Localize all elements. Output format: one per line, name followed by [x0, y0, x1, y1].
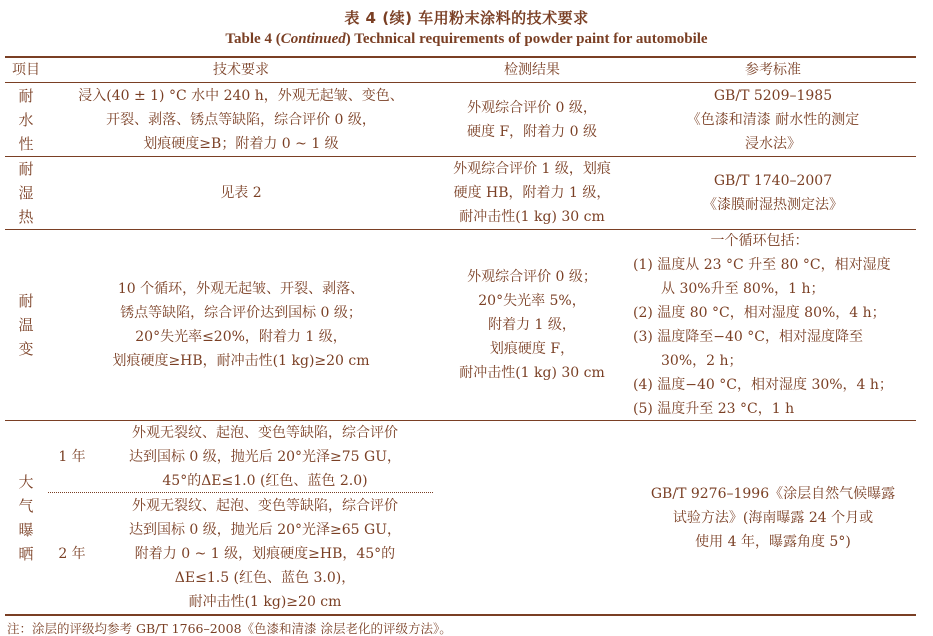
item-char: 气	[18, 496, 34, 515]
header-result: 检测结果	[504, 62, 560, 78]
row-temp-requirement	[48, 230, 434, 420]
row-humidity-result	[434, 157, 630, 229]
requirement-line: 划痕硬度≥HB，耐冲击性(1 kg)≥20 cm	[112, 353, 370, 369]
standard-line: (1) 温度从 23 °C 升至 80 °C，相对湿度	[633, 257, 891, 273]
item-char: 晒	[18, 544, 34, 563]
requirement-line: 浸入(40 ± 1) °C 水中 240 h，外观无起皱、变色、	[78, 88, 404, 104]
result-line: 耐冲击性(1 kg) 30 cm	[459, 365, 605, 381]
row-weather-standard	[630, 421, 916, 614]
row-weather-period-1: 1 年	[58, 449, 86, 465]
row-water-requirement	[48, 84, 434, 156]
table-bottom-rule	[5, 614, 916, 616]
standard-line: 试验方法》(海南曝露 24 个月或	[672, 509, 874, 526]
row-humidity-item	[5, 157, 47, 229]
requirement-line: 划痕硬度≥B；附着力 0 ~ 1 级	[143, 136, 339, 152]
result-line: 划痕硬度 F，	[489, 341, 575, 357]
standard-line: (2) 温度 80 °C，相对湿度 80%，4 h；	[633, 305, 886, 321]
requirement-line: 见表 2	[220, 185, 262, 201]
table-footnote: 注：涂层的评级均参考 GB/T 1766–2008《色漆和清漆 涂层老化的评级方法》。	[7, 621, 452, 636]
item-char: 温	[18, 316, 34, 334]
caption-en-italic: Continued	[280, 31, 346, 47]
requirement-line: 外观无裂纹、起泡、变色等缺陷，综合评价	[132, 497, 398, 514]
result-line: 耐冲击性(1 kg) 30 cm	[459, 209, 605, 225]
table-caption-zh: 表 4 (续) 车用粉末涂料的技术要求	[344, 9, 589, 27]
requirement-line: 10 个循环，外观无起皱、开裂、剥落、	[117, 281, 365, 297]
row-water-item	[5, 84, 47, 156]
header-item: 项目	[12, 62, 40, 78]
item-char: 水	[18, 111, 34, 129]
item-char: 性	[18, 135, 34, 153]
item-char: 热	[18, 208, 34, 226]
standard-line: GB/T 9276–1996《涂层自然气候曝露	[650, 485, 896, 502]
standard-line: 从 30%升至 80%，1 h；	[661, 281, 825, 297]
standard-line: 使用 4 年，曝露角度 5°)	[695, 533, 851, 550]
row-temp-result	[434, 230, 630, 420]
standard-line: 《漆膜耐湿热测定法》	[703, 197, 843, 213]
row-temp-item	[5, 230, 47, 420]
requirement-line: 附着力 0 ~ 1 级，划痕硬度≥HB，45°的	[134, 545, 396, 562]
result-line: 20°失光率 5%，	[478, 293, 586, 309]
result-line: 外观综合评价 0 级，	[467, 100, 597, 116]
row-weather-period-2: 2 年	[58, 545, 86, 562]
item-char: 耐	[18, 160, 34, 178]
header-rule	[5, 82, 916, 83]
row-weather-requirement-2	[96, 493, 434, 614]
result-line: 附着力 1 级，	[488, 317, 576, 333]
row-humidity-requirement	[48, 157, 434, 229]
item-char: 大	[18, 472, 34, 491]
requirement-line: 20°失光率≤20%，附着力 1 级，	[135, 329, 347, 345]
standard-line: 浸水法》	[745, 136, 801, 152]
row-water-standard	[630, 84, 916, 156]
requirement-line: ΔE≤1.5 (红色、蓝色 3.0)，	[174, 569, 356, 586]
standard-line: 一个循环包括：	[710, 233, 809, 249]
row-humidity-standard	[630, 157, 916, 229]
row-temp-standard	[633, 230, 916, 420]
requirement-line: 外观无裂纹、起泡、变色等缺陷，综合评价	[132, 425, 398, 441]
requirement-line: 耐冲击性(1 kg)≥20 cm	[188, 593, 342, 610]
header-standard: 参考标准	[745, 62, 801, 78]
standard-line: (3) 温度降至−40 °C，相对湿度降至	[633, 329, 863, 345]
item-char: 耐	[18, 87, 34, 105]
requirement-line: 锈点等缺陷，综合评价达到国标 0 级；	[120, 305, 362, 321]
result-line: 外观综合评价 0 级；	[467, 269, 597, 285]
standard-line: 《色漆和清漆 耐水性的测定	[686, 112, 860, 128]
table-caption-en	[0, 31, 933, 48]
header-requirement: 技术要求	[213, 62, 269, 78]
row-weather-item	[5, 421, 47, 614]
standard-line: GB/T 5209–1985	[713, 88, 833, 104]
item-char: 变	[18, 340, 34, 358]
row-water-result	[434, 84, 630, 156]
requirement-line: 45°的ΔE≤1.0 (红色、蓝色 2.0)	[162, 473, 368, 489]
standard-line: 30%，2 h；	[661, 353, 743, 369]
result-line: 硬度 F，附着力 0 级	[467, 124, 597, 140]
caption-en-suffix: ) Technical requirements of powder paint for automobile	[345, 31, 708, 47]
item-char: 湿	[18, 184, 34, 202]
result-line: 硬度 HB，附着力 1 级，	[453, 185, 611, 201]
caption-en-prefix: Table 4 (	[225, 31, 281, 47]
standard-line: GB/T 1740–2007	[713, 173, 833, 189]
row-weather-requirement-1	[96, 421, 434, 493]
standard-line: (4) 温度−40 °C，相对湿度 30%，4 h；	[633, 377, 893, 393]
result-line: 外观综合评价 1 级，划痕	[453, 161, 611, 177]
requirement-line: 达到国标 0 级，抛光后 20°光泽≥65 GU，	[128, 521, 402, 538]
requirement-line: 达到国标 0 级，抛光后 20°光泽≥75 GU，	[128, 449, 402, 465]
item-char: 曝	[18, 520, 34, 539]
requirement-line: 开裂、剥落、锈点等缺陷，综合评价 0 级，	[106, 112, 376, 128]
standard-line: (5) 温度升至 23 °C，1 h	[633, 401, 795, 417]
item-char: 耐	[18, 292, 34, 310]
